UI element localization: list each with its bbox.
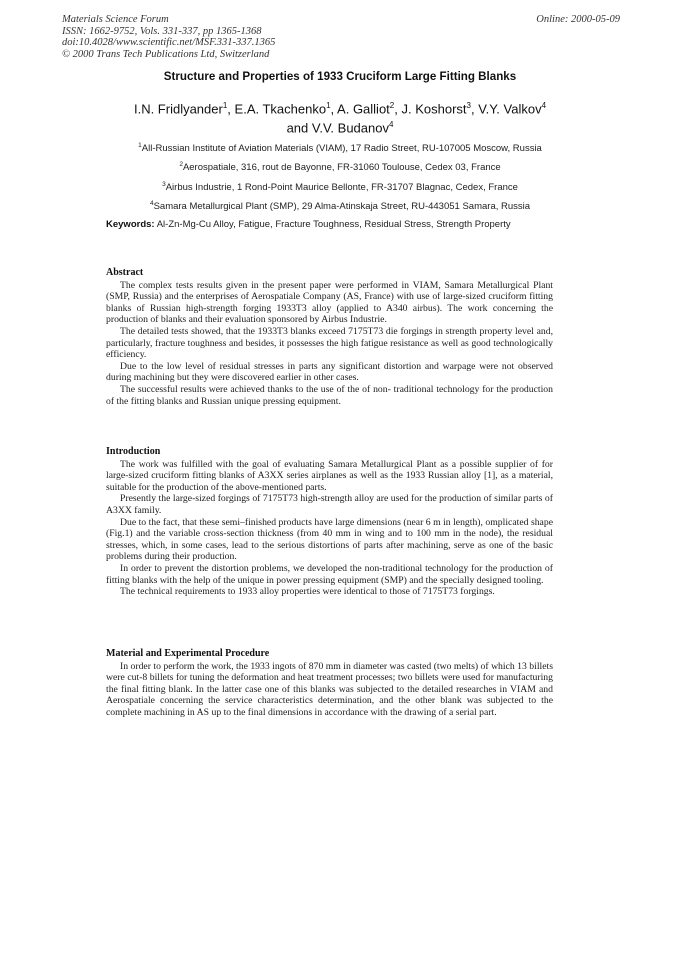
author-list: [60, 98, 620, 137]
paper-title: Structure and Properties of 1933 Cruciform Large Fitting Blanks: [163, 70, 517, 83]
keywords-label: Keywords:: [106, 219, 155, 230]
introduction-section: [106, 446, 553, 598]
affiliation-mark: 3: [162, 180, 166, 188]
paragraph: Presently the large-sized forgings of 7175T73 high-strength alloy are used for the production of similar parts of A3XX family.: [106, 493, 553, 516]
running-header: [62, 14, 442, 60]
author-sep: ,: [330, 101, 338, 117]
paragraph: The successful results were achieved thanks to the use of the of non- traditional technology for the production of the fitting blanks and Russian unique pressing equipment.: [106, 383, 553, 407]
paragraph: The work was fulfilled with the goal of evaluating Samara Metallurgical Plant as a possible supplier of for large-sized cruciform fitting blanks of A3XX series airplanes as well as the 1933 Russian alloy [1], as a material, suitable for the production of the above-mentioned parts.: [106, 458, 553, 493]
author-affil-mark: 3: [466, 101, 471, 110]
paragraph: The detailed tests showed, that the 1933T3 blanks exceed 7175T73 die forgings in strength property level and, particularly, fracture toughness and besides, it possesses the high fatigue resistance as well as good technologically efficiency.: [106, 325, 553, 361]
author-name: V.Y. Valkov: [478, 101, 542, 117]
paragraph: Due to the fact, that these semi–finished products have large dimensions (near 6 m in length), omplicated shape (Fig.1) and the variable cross-section thickness (from 40 mm in wing and to 100 mm in the node), the residual stresses, which, in some cases, lead to the serious distortions of parts after machining, serve as one of the basic problems during their production.: [106, 516, 553, 563]
author-name: E.A. Tkachenko: [234, 101, 327, 117]
paragraph: The technical requirements to 1933 alloy properties were identical to those of 7175T73 forgings.: [120, 586, 495, 598]
paragraph: In order to perform the work, the 1933 ingots of 870 mm in diameter was casted (two melts) of which 13 billets were cut-8 billets for tuning the deformation and heat treatment processes; two billets were used for manufacturing the final fitting blank. In the latter case one of this blanks was subjected to the detailed researches in VIAM and Aerospatiale concerning the service characteristics determination, and the other blank was subjected to the complete machining in AS up to the final dimensions in accordance with the drawing of a serial part.: [106, 660, 553, 718]
author-line-1: [60, 98, 620, 117]
author-affil-mark: 4: [388, 120, 394, 130]
author-sep: ,: [470, 101, 479, 117]
affiliation: [60, 177, 620, 196]
journal-name: Materials Science Forum: [62, 14, 169, 25]
affiliation: [60, 138, 620, 157]
affiliation: [60, 196, 620, 215]
issn-line: ISSN: 1662-9752, Vols. 331-337, pp 1365-1368: [62, 25, 262, 37]
affiliation: [60, 157, 620, 176]
paragraph: The complex tests results given in the present paper were performed in VIAM, Samara Metallurgical Plant (SMP, Russia) and the enterprises of Aerospatiale Company (AS, France) with use of large-sized cruciform fitting blanks of Russian high-strength forging 1933T3 alloy (applied to A340 airbus). The work concerning the production of blanks and their evaluation sponsored by Airbus Industrie.: [106, 279, 553, 326]
doi-link[interactable]: doi:10.4028/www.scientific.net/MSF.331-337.1365: [62, 37, 276, 48]
affiliation-text: Samara Metallurgical Plant (SMP), 29 Alma-Atinskaja Street, RU-443051 Samara, Russia: [153, 201, 531, 213]
author-affil-mark: 2: [389, 101, 395, 110]
section-heading: Introduction: [106, 446, 161, 457]
author-affil-mark: 1: [326, 101, 331, 110]
affiliation-text: Airbus Industrie, 1 Rond-Point Maurice Bellonte, FR-31707 Blagnac, Cedex, France: [165, 181, 518, 193]
affiliation-mark: 2: [179, 161, 183, 169]
keywords-text: Al-Zn-Mg-Cu Alloy, Fatigue, Fracture Toughness, Residual Stress, Strength Property: [156, 219, 511, 230]
affiliation-list: [60, 138, 620, 215]
author-name: A. Galliot: [337, 101, 390, 117]
author-sep: ,: [394, 101, 402, 117]
paragraph: Due to the low level of residual stresses in parts any significant distortion and warpage were not observed during machining but they were discovered earlier in other cases.: [106, 360, 553, 384]
affiliation-mark: 4: [149, 200, 154, 208]
paragraph: In order to prevent the distortion problems, we developed the non-traditional technology for the production of fitting blanks with the help of the unique in power pressing equipment (SMP) and the specially designed tooling.: [106, 562, 553, 586]
section-heading: Material and Experimental Procedure: [106, 648, 270, 659]
affiliation-text: Aerospatiale, 316, rout de Bayonne, FR-31060 Toulouse, Cedex 03, France: [182, 162, 501, 174]
author-affil-mark: 4: [541, 101, 547, 110]
author-name: J. Koshorst: [401, 101, 467, 117]
abstract-section: [106, 267, 553, 407]
author-name: I.N. Fridlyander: [133, 101, 223, 117]
online-date: Online: 2000-05-09: [536, 14, 620, 25]
material-section: [106, 648, 553, 719]
author-sep: ,: [227, 101, 235, 117]
author-name: and V.V. Budanov: [286, 120, 389, 136]
author-line-2: [60, 117, 620, 136]
affiliation-text: All-Russian Institute of Aviation Materials (VIAM), 17 Radio Street, RU-107005 Moscow, Russia: [141, 143, 542, 155]
affiliation-mark: 1: [138, 142, 142, 149]
author-affil-mark: 1: [222, 101, 228, 110]
copyright-line: © 2000 Trans Tech Publications Ltd, Switzerland: [62, 48, 270, 60]
keywords: [106, 219, 606, 230]
section-heading: Abstract: [106, 267, 144, 278]
